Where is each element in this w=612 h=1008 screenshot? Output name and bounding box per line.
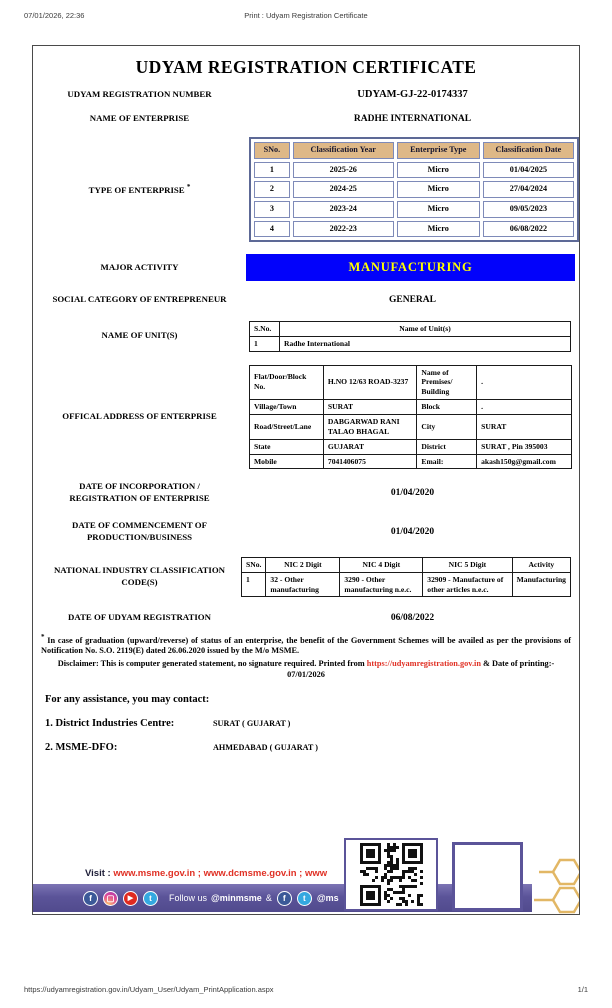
url-separator: ; [296,868,305,879]
registration-number-row [33,89,579,100]
table-cell: Radhe International [280,336,571,351]
table-header-row [242,557,571,572]
table-header-cell: Classification Date [483,142,574,159]
msme-dfo-value: AHMEDABAD ( GUJARAT ) [213,742,318,752]
table-cell: City [417,414,477,439]
units-label: NAME OF UNIT(S) [101,330,178,341]
table-cell: Micro [397,181,480,198]
follow-us-text: Follow us [169,893,208,903]
table-header-cell: NIC 2 Digit [266,557,340,572]
address-label: OFFICAL ADDRESS OF ENTERPRISE [62,411,217,422]
table-header-cell: Activity [512,557,570,572]
table-cell: Email: [417,454,477,469]
table-cell: 2023-24 [293,201,394,218]
table-row [254,162,574,179]
table-cell: Road/Street/Lane [250,414,324,439]
table-header-row [254,142,574,159]
type-of-enterprise-label [33,183,246,196]
disclaimer-suffix: & Date of printing:- [480,659,555,669]
type-label-text: TYPE OF ENTERPRISE [88,184,185,195]
social-category-value: GENERAL [389,295,436,306]
incorporation-date-row [33,481,579,505]
qr-code-pattern [360,843,423,906]
table-row [250,439,572,454]
address-table [249,365,572,470]
facebook-icon: f [83,891,98,906]
major-activity-label: MAJOR ACTIVITY [100,262,179,273]
table-cell: 06/08/2022 [483,221,574,238]
commencement-date-value: 01/04/2020 [390,527,435,537]
type-label-asterisk: * [186,182,191,191]
print-footer-url: https://udyamregistration.gov.in/Udyam_User/Udyam_PrintApplication.aspx [24,985,274,994]
table-row [250,400,572,415]
honeycomb-decoration [532,852,579,914]
disclaimer-link: https://udyamregistration.gov.in [366,659,481,669]
table-cell: 1 [242,572,266,597]
contact-item-msme-dfo [45,742,579,753]
table-cell: Village/Town [250,400,324,415]
table-header-cell: S.No. [250,321,280,336]
table-cell: Micro [397,221,480,238]
table-cell: State [250,439,324,454]
printing-date: 07/01/2026 [287,670,325,680]
udyam-registration-date-row [33,612,579,623]
youtube-icon: ▶ [123,891,138,906]
table-row [254,201,574,218]
enterprise-name-row [33,113,579,124]
table-cell: 2022-23 [293,221,394,238]
table-cell: 4 [254,221,290,238]
print-footer [24,985,588,994]
table-row [254,221,574,238]
table-cell: akash150g@gmail.com [477,454,572,469]
table-cell: 2 [254,181,290,198]
table-cell: Micro [397,162,480,179]
table-cell: 2025-26 [293,162,394,179]
enterprise-name-label: NAME OF ENTERPRISE [89,113,190,124]
ampersand-text: & [265,893,272,903]
units-table [249,321,571,352]
table-header-cell: Name of Unit(s) [280,321,571,336]
print-header [24,11,588,20]
table-cell: Mobile [250,454,324,469]
qr-code [344,838,438,911]
table-cell: 27/04/2024 [483,181,574,198]
registration-number-value: UDYAM-GJ-22-0174337 [357,89,468,101]
udyam-registration-date-value: 06/08/2022 [390,613,435,624]
disclaimer-text: Disclaimer: This is computer generated statement, no signature required. Printed from [57,659,367,669]
table-cell: H.NO 12/63 ROAD-3237 [323,365,417,400]
nic-table [241,557,571,598]
table-cell: District [417,439,477,454]
disclaimer [43,659,569,681]
contact-item-dic [45,718,579,729]
second-handle: @ms [316,893,339,903]
table-cell: DABGARWAD RANI TALAO BHAGAL [323,414,417,439]
table-cell: . [477,365,572,400]
table-header-cell: NIC 4 Digit [340,557,423,572]
table-row [242,572,571,597]
table-header-cell: SNo. [242,557,266,572]
footnote-asterisk: * [41,632,45,641]
table-header-cell: Enterprise Type [397,142,480,159]
table-cell: 09/05/2023 [483,201,574,218]
type-of-enterprise-table [249,137,579,243]
table-cell: Micro [397,201,480,218]
table-header-cell: SNo. [254,142,290,159]
table-cell: SURAT [323,400,417,415]
table-header-cell: Classification Year [293,142,394,159]
print-datetime: 07/01/2026, 22:36 [24,11,85,20]
table-row [250,454,572,469]
table-cell: SURAT [477,414,572,439]
units-row [33,321,579,352]
instagram-icon: ▢ [103,891,118,906]
table-cell: 2024-25 [293,181,394,198]
table-cell: 3290 - Other manufacturing n.e.c. [340,572,423,597]
nic-row [33,557,579,598]
table-cell: Name of Premises/ Building [417,365,477,400]
social-category-row [33,294,579,305]
msme-promo-banner [33,852,579,914]
table-row [254,181,574,198]
udyam-registration-date-label: DATE OF UDYAM REGISTRATION [68,612,211,623]
empty-stamp-box [452,842,523,911]
table-cell: 3 [254,201,290,218]
table-cell: 32 - Other manufacturing [266,572,340,597]
table-cell: Block [417,400,477,415]
type-of-enterprise-row [33,137,579,243]
commencement-date-label: DATE OF COMMENCEMENT OF PRODUCTION/BUSINESS [72,520,207,542]
table-cell: GUJARAT [323,439,417,454]
third-url-prefix: www [305,868,328,879]
minmsme-handle: @minmsme [211,893,262,903]
facebook-icon: f [277,891,292,906]
social-category-label: SOCIAL CATEGORY OF ENTREPRENEUR [52,294,227,305]
print-title: Print : Udyam Registration Certificate [244,11,368,20]
dcmsme-url: www.dcmsme.gov.in [203,868,297,879]
contact-heading: For any assistance, you may contact: [45,693,210,705]
table-cell: SURAT , Pin 395003 [477,439,572,454]
incorporation-date-label: DATE OF INCORPORATION / REGISTRATION OF ENTERPRISE [69,481,210,504]
table-cell: Flat/Door/Block No. [250,365,324,400]
twitter-icon: t [143,891,158,906]
twitter-icon: t [297,891,312,906]
major-activity-row [33,254,579,281]
table-cell: 1 [250,336,280,351]
msme-dfo-label: 2. MSME-DFO: [45,741,118,753]
incorporation-date-value: 01/04/2020 [390,488,435,499]
table-header-cell: NIC 5 Digit [423,557,512,572]
registration-number-label: UDYAM REGISTRATION NUMBER [67,89,212,99]
table-cell: 32909 - Manufacture of other articles n.e.c. [423,572,512,597]
table-row [250,336,571,351]
major-activity-banner: MANUFACTURING [246,254,575,281]
certificate-title: UDYAM REGISTRATION CERTIFICATE [135,57,477,77]
footnote-text: In case of graduation (upward/reverse) of status of an enterprise, the benefit of the Government Schemes will be availed as per the provisions of Notification No. S.O. 2119(E) dated 26.06.2020 issued by the M/o MSME. [41,635,571,655]
table-cell: 1 [254,162,290,179]
msme-url: www.msme.gov.in [113,868,196,879]
table-row [250,414,572,439]
dic-label: 1. District Industries Centre: [45,717,175,729]
table-cell: Manufacturing [512,572,570,597]
certificate [32,45,580,915]
table-row [250,365,572,400]
table-cell: 7041406075 [323,454,417,469]
enterprise-name-value: RADHE INTERNATIONAL [353,114,472,125]
address-row [33,365,579,470]
graduation-footnote [41,633,571,656]
table-header-row [250,321,571,336]
url-separator: ; [195,868,204,879]
table-cell: 01/04/2025 [483,162,574,179]
visit-label: Visit : [85,868,114,879]
nic-label: NATIONAL INDUSTRY CLASSIFICATION CODE(S) [53,565,226,588]
dic-value: SURAT ( GUJARAT ) [213,718,291,728]
table-cell: . [477,400,572,415]
print-footer-page: 1/1 [577,985,588,994]
commencement-date-row [33,520,579,544]
